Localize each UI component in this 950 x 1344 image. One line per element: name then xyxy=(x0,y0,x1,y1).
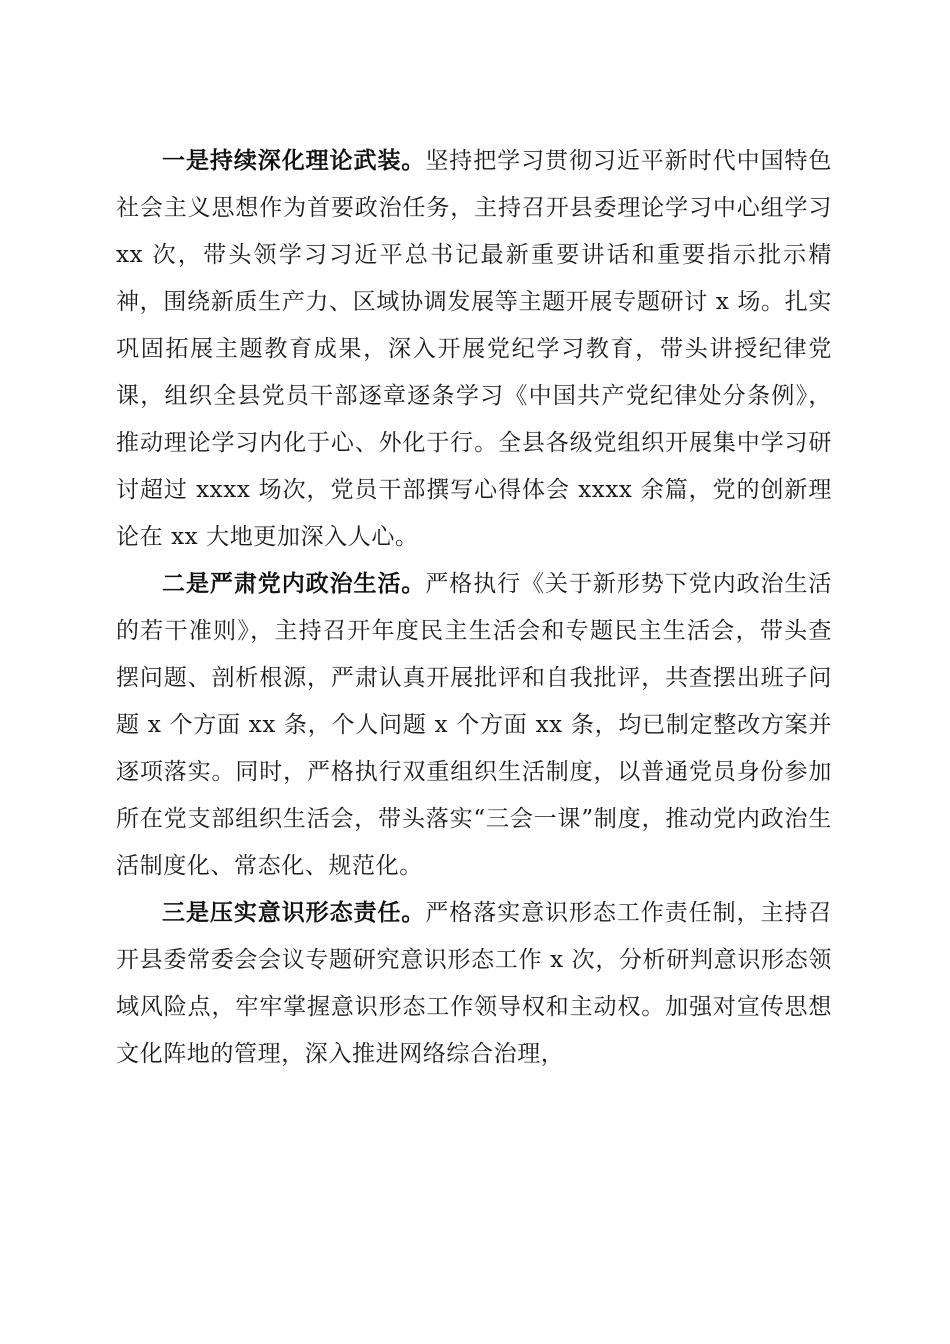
paragraph-text: 严格落实意识形态工作责任制，主持召开县委常委会会议专题研究意识形态工作 x 次，分析研判意识形态领域风险点，牢牢掌握意识形态工作领导权和主动权。加强对宣传思想文化阵地的管理，深入推进网络综合治理， xyxy=(116,900,832,1067)
paragraph-heading: 一是持续深化理论武装。 xyxy=(162,148,426,174)
paragraph-text: 严格执行《关于新形势下党内政治生活的若干准则》，主持召开年度民主生活会和专题民主生活会，带头查摆问题、剖析根源，严肃认真开展批评和自我批评，共查摆出班子问题 x 个方面 xx 条，个人问题 x 个方面 xx 条，均已制定整改方案并逐项落实。同时，严格执行双重组织生活制度，以普通党员身份参加所在党支部组织生活会，带头落实“三会一课”制度，推动党内政治生活制度化、常态化、规范化。 xyxy=(116,571,832,879)
paragraph-political-life xyxy=(116,561,832,890)
paragraph-text: 坚持把学习贯彻习近平新时代中国特色社会主义思想作为首要政治任务，主持召开县委理论学习中心组学习 xx 次，带头领学习习近平总书记最新重要讲话和重要指示批示精神，围绕新质生产力、区域协调发展等主题开展专题研讨 x 场。扎实巩固拓展主题教育成果，深入开展党纪学习教育，带头讲授纪律党课，组织全县党员干部逐章逐条学习《中国共产党纪律处分条例》，推动理论学习内化于心、外化于行。全县各级党组织开展集中学习研讨超过 xxxx 场次，党员干部撰写心得体会 xxxx 余篇，党的创新理论在 xx 大地更加深入人心。 xyxy=(116,148,832,550)
document-body xyxy=(116,138,832,1078)
paragraph-heading: 二是严肃党内政治生活。 xyxy=(162,571,426,597)
paragraph-ideology-responsibility xyxy=(116,890,832,1078)
paragraph-heading: 三是压实意识形态责任。 xyxy=(162,900,426,926)
paragraph-theory-study xyxy=(116,138,832,561)
